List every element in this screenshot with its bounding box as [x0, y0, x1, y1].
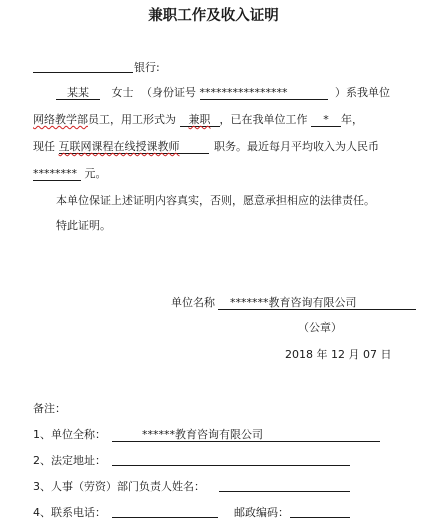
paragraph-line-1: [56, 87, 390, 100]
note-4-label: 4、联系电话：: [33, 506, 106, 519]
bank-label: 银行:: [134, 61, 160, 74]
monthly-income: ********: [33, 168, 81, 181]
work-type: 兼职: [180, 114, 220, 127]
guarantee-paragraph: 本单位保证上述证明内容真实，否则，愿意承担相应的法律责任。: [56, 194, 375, 207]
unit-name-value: *******教育咨询有限公司: [218, 297, 416, 310]
employee-text: 员工，用工形式为: [88, 113, 176, 126]
note-2-label: 2、法定地址：: [33, 454, 106, 467]
unit-label: 单位名称: [171, 296, 215, 309]
id-open-text: （身份证号: [141, 86, 196, 99]
paragraph-line-3: [33, 141, 379, 154]
id-number: ****************: [200, 87, 328, 100]
hr-manager-blank: [219, 491, 350, 492]
since-text: ，已在我单位工作: [219, 113, 308, 126]
certify-text: 特此证明。: [56, 219, 111, 232]
postal-code-label: 邮政编码：: [234, 506, 289, 519]
year-unit: 年，: [341, 113, 363, 126]
years-worked: *: [311, 114, 341, 127]
note-1-value: [112, 429, 380, 442]
note-1-label: 1、单位全称：: [33, 428, 106, 441]
postal-code-blank: [290, 517, 350, 518]
position-name: 互联网课程在线授课教师: [59, 141, 209, 154]
note-3-label: 3、人事（劳资）部门负责人姓名：: [33, 480, 205, 493]
notes-title: 备注：: [33, 402, 66, 415]
phone-blank: [112, 517, 218, 518]
current-text: 现任: [33, 140, 55, 153]
full-unit-name: ******教育咨询有限公司: [112, 429, 380, 442]
document-title: 兼职工作及收入证明: [148, 8, 279, 24]
person-gender: 女士: [111, 86, 134, 99]
id-close-text: ）系我单位: [335, 86, 390, 99]
yuan-text: 元。: [84, 167, 107, 180]
issue-date: 2018 年 12 月 07 日: [285, 348, 392, 361]
department-name: 网络教学部: [33, 113, 88, 126]
paragraph-line-2: [33, 114, 363, 127]
paragraph-line-4: [33, 168, 107, 181]
bank-name-blank: [33, 72, 133, 73]
person-name: 某某: [56, 87, 100, 100]
official-seal-label: （公章）: [298, 321, 342, 334]
unit-name: [218, 297, 416, 310]
duty-text: 职务。最近每月平均收入为人民币: [214, 140, 379, 153]
legal-address-blank: [112, 465, 350, 466]
